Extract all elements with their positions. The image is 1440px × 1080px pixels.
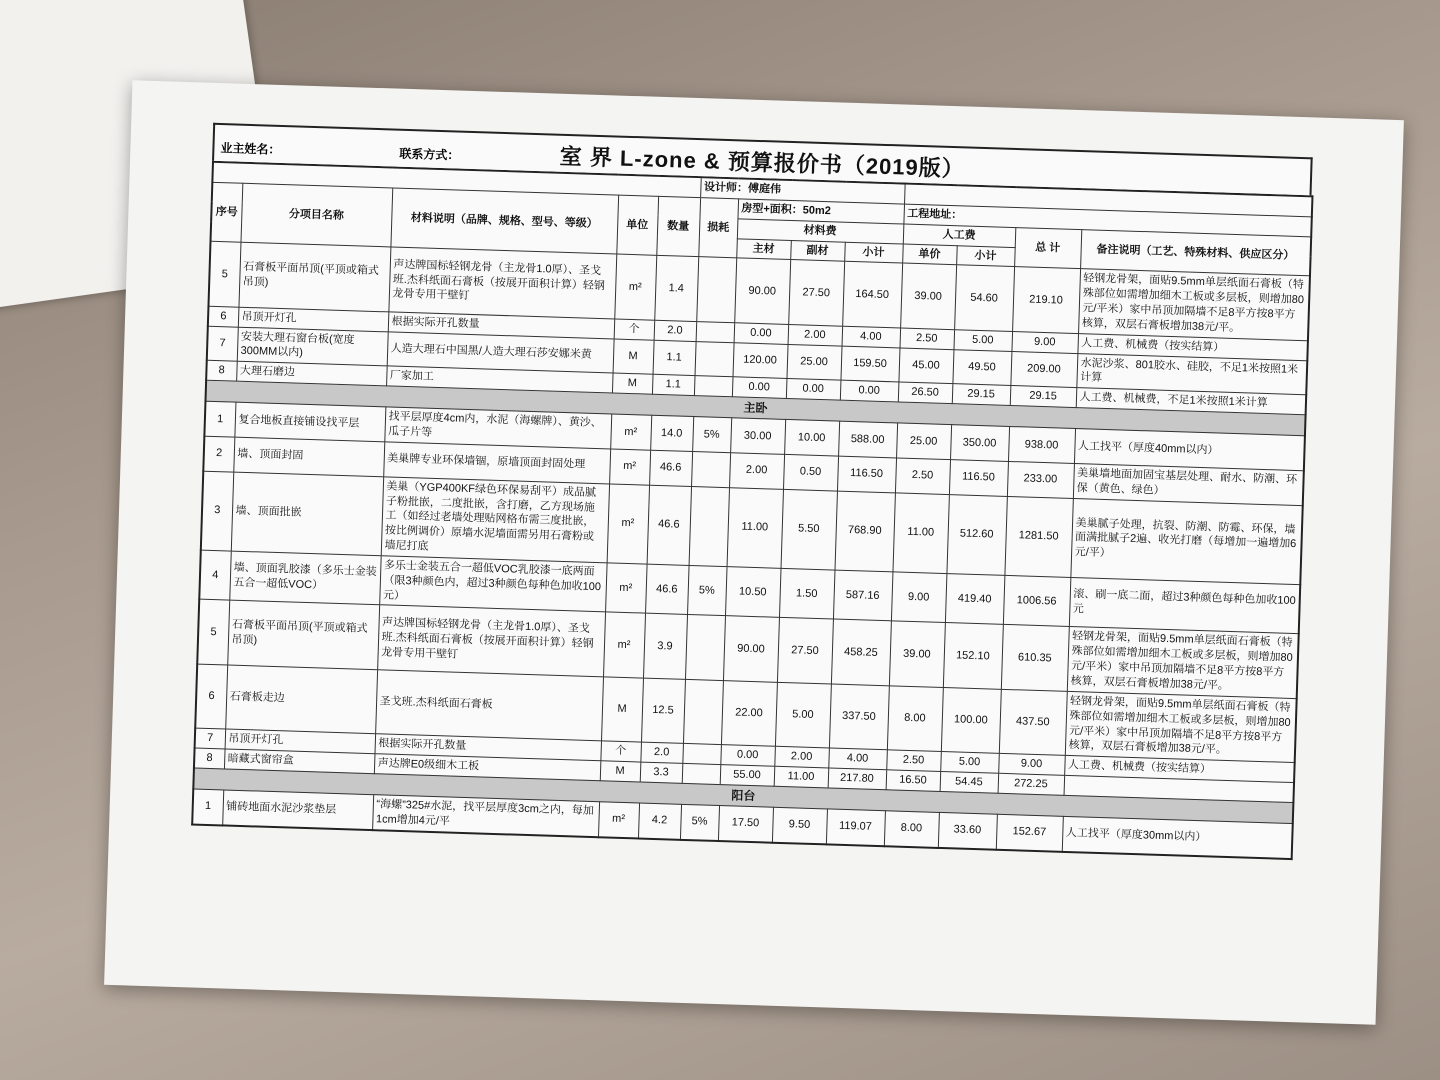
total-cell: 233.00	[1007, 461, 1074, 498]
item-name-cell: 石膏板平面吊顶(平顶或箱式吊顶)	[238, 243, 390, 312]
aux-material-cell: 27.50	[777, 618, 833, 684]
aux-material-cell: 0.00	[786, 379, 841, 401]
unit-cell: M	[601, 677, 643, 743]
material-desc-cell: 厂家加工	[386, 366, 613, 393]
labor-subtotal-cell: 54.60	[954, 265, 1014, 331]
aux-material-cell: 25.00	[786, 344, 841, 380]
quantity-cell: 14.0	[650, 416, 693, 452]
material-subtotal-cell: 588.00	[838, 421, 897, 457]
total-cell: 1006.56	[1003, 575, 1071, 627]
remark-cell: 人工费、机械费（按实结算）	[1077, 333, 1308, 360]
aux-material-cell: 10.00	[784, 420, 839, 456]
unit-cell: m²	[605, 563, 647, 614]
col-loss: 损耗	[698, 197, 738, 258]
remark-cell: 水泥沙浆、801胶水、硅胶，不足1米按照1米计算	[1076, 353, 1307, 395]
total-cell: 9.00	[998, 753, 1065, 775]
remark-cell: 美巢腻子处理，抗裂、防潮、防霉、环保，墙面满批腻子2遍、收光打磨（每增加一遍增加6元/平）	[1070, 498, 1302, 584]
labor-subtotal-cell: 33.60	[938, 812, 997, 849]
material-subtotal-cell: 0.00	[840, 380, 899, 402]
col-main: 主材	[736, 238, 791, 260]
col-labor-sub: 小计	[956, 245, 1015, 267]
loss-cell	[696, 321, 735, 342]
quantity-cell: 46.6	[645, 564, 689, 615]
total-cell: 29.15	[1010, 386, 1077, 408]
loss-cell	[689, 486, 729, 566]
col-labor-fee: 人工费	[903, 224, 1016, 247]
loss-cell	[683, 679, 723, 745]
total-cell: 9.00	[1011, 331, 1078, 353]
labor-price-cell: 16.50	[886, 770, 941, 792]
row-no-cell: 5	[197, 600, 229, 665]
aux-material-cell: 5.00	[775, 682, 831, 748]
material-subtotal-cell: 458.25	[831, 619, 891, 685]
unit-cell: m²	[598, 802, 639, 838]
item-name-cell: 吊顶开灯孔	[225, 729, 376, 754]
labor-price-cell: 8.00	[884, 811, 939, 848]
main-material-cell: 90.00	[734, 258, 790, 324]
material-desc-cell: 根据实际开孔数量	[388, 312, 615, 339]
remark-cell: 人工找平（厚度40mm以内）	[1074, 429, 1305, 471]
loss-cell	[695, 341, 734, 377]
row-no-cell: 5	[208, 242, 240, 307]
remark-cell: 美巢墙地面加固宝基层处理、耐水、防潮、环保（黄色、绿色）	[1073, 464, 1304, 506]
row-no-cell: 6	[195, 664, 227, 729]
material-desc-cell: 多乐士金装五合一超低VOC乳胶漆一底两面（限3种颜色内，超过3种颜色每种色加收100元）	[379, 556, 606, 613]
quantity-cell: 12.5	[641, 678, 685, 744]
aux-material-cell: 0.50	[783, 454, 838, 490]
aux-material-cell: 27.50	[788, 260, 844, 326]
col-aux: 副材	[790, 240, 845, 262]
main-material-cell: 55.00	[720, 765, 775, 787]
quantity-cell: 2.0	[640, 742, 683, 763]
col-no: 序号	[210, 182, 242, 242]
item-name-cell: 墙、顶面乳胶漆（多乐士金装五合一超低VOC）	[229, 551, 380, 605]
item-name-cell: 墙、顶面封固	[233, 437, 384, 476]
loss-cell	[691, 452, 730, 488]
item-name-cell: 安装大理石窗台板(宽度300MM以内)	[237, 327, 388, 366]
labor-price-cell: 45.00	[898, 348, 953, 384]
row-no-cell: 2	[203, 436, 234, 472]
labor-subtotal-cell: 152.10	[943, 623, 1003, 689]
aux-material-cell: 2.00	[774, 746, 829, 768]
material-desc-cell: 人造大理石中国黑/人造大理石莎安娜米黄	[387, 331, 614, 373]
col-item: 分项目名称	[240, 183, 392, 247]
row-no-cell: 7	[195, 728, 226, 749]
labor-price-cell: 39.00	[889, 621, 945, 687]
unit-cell: 个	[600, 741, 641, 762]
total-cell: 209.00	[1010, 351, 1077, 388]
loss-cell: 5%	[687, 565, 727, 616]
total-cell: 1281.50	[1004, 496, 1072, 577]
row-no-cell: 4	[199, 550, 231, 600]
labor-price-cell: 26.50	[898, 382, 953, 404]
main-material-cell: 17.50	[718, 806, 773, 843]
labor-price-cell: 11.00	[892, 493, 948, 574]
main-material-cell: 30.00	[730, 418, 785, 454]
remark-cell: 轻钢龙骨架，面贴9.5mm单层纸面石膏板（特殊部位如需增加细木工板或多层板，则增加80元/平米）家中吊顶加隔墙不足8平方按8平方核算，双层石膏板增加38元/平。	[1078, 269, 1310, 341]
quantity-cell: 1.1	[652, 375, 695, 396]
row-no-cell: 1	[192, 789, 223, 825]
total-cell: 437.50	[999, 689, 1067, 755]
quantity-cell: 2.0	[654, 320, 697, 341]
remark-cell: 轻钢龙骨架，面贴9.5mm单层纸面石膏板（特殊部位如需增加细木工板或多层板，则增加80元/平米）家中吊顶加隔墙不足8平方按8平方核算，双层石膏板增加38元/平。	[1067, 627, 1299, 699]
material-desc-cell: 声达牌国标轻钢龙骨（主龙骨1.0厚）、圣戈班.杰科纸面石膏板（按展开面积计算）轻钢龙骨专用干壁钉	[377, 605, 605, 676]
row-no-cell: 6	[208, 306, 239, 327]
total-cell: 272.25	[998, 773, 1065, 795]
material-desc-cell: 声达牌E0级细木工板	[374, 754, 601, 781]
unit-cell: m²	[603, 612, 645, 678]
unit-cell: M	[600, 761, 641, 782]
col-qty: 数量	[656, 196, 700, 257]
main-material-cell: 0.00	[734, 323, 789, 345]
quantity-cell: 4.2	[638, 803, 681, 839]
col-remarks: 备注说明（工艺、特殊材料、供应区分）	[1080, 229, 1311, 276]
quotation-table	[191, 161, 1313, 860]
unit-cell: m²	[607, 484, 649, 564]
labor-subtotal-cell: 350.00	[950, 425, 1009, 461]
aux-material-cell: 5.50	[781, 489, 837, 570]
labor-subtotal-cell: 5.00	[953, 329, 1012, 351]
material-subtotal-cell: 4.00	[842, 326, 901, 348]
loss-cell	[696, 257, 736, 323]
labor-subtotal-cell: 5.00	[940, 752, 999, 774]
labor-subtotal-cell: 49.50	[952, 349, 1011, 385]
labor-price-cell: 25.00	[896, 423, 951, 459]
quantity-cell: 46.6	[647, 485, 691, 565]
remark-cell: 轻钢龙骨架，面贴9.5mm单层纸面石膏板（特殊部位如需增加细木工板或多层板，则增加80元/平米）家中吊顶加隔墙不足8平方按8平方核算，双层石膏板增加38元/平。	[1065, 691, 1297, 763]
quantity-cell: 3.3	[640, 762, 683, 783]
unit-cell: M	[613, 339, 654, 375]
table-body-master-bedroom	[194, 402, 1305, 803]
designer-cell: 设计师：傅庭伟	[700, 177, 905, 204]
item-name-cell: 石膏板平面吊顶(平顶或箱式吊顶)	[227, 600, 379, 669]
item-name-cell: 大理石磨边	[236, 361, 387, 386]
main-material-cell: 2.00	[729, 453, 784, 489]
col-unit: 单位	[616, 195, 658, 256]
house-area-cell: 房型+面积：50m2	[737, 199, 904, 224]
row-no-cell: 3	[201, 471, 233, 551]
labor-price-cell: 2.50	[895, 458, 950, 494]
material-desc-cell: 根据实际开孔数量	[374, 734, 601, 761]
aux-material-cell: 1.50	[779, 568, 835, 619]
section-title: 主卧	[205, 380, 1305, 436]
quotation-paper	[104, 80, 1404, 1025]
material-subtotal-cell: 116.50	[837, 456, 896, 492]
labor-price-cell: 8.00	[887, 686, 943, 752]
labor-price-cell: 2.50	[886, 750, 941, 772]
quantity-cell: 1.1	[653, 340, 696, 376]
loss-cell	[682, 763, 721, 784]
quantity-cell: 3.9	[643, 614, 687, 680]
total-cell: 938.00	[1008, 427, 1075, 464]
material-subtotal-cell: 4.00	[828, 748, 887, 770]
material-desc-cell: 声达牌国标轻钢龙骨（主龙骨1.0厚）、圣戈班.杰科纸面石膏板（按展开面积计算）轻钢龙骨专用干壁钉	[388, 247, 616, 318]
material-desc-cell: 圣戈班.杰科纸面石膏板	[375, 670, 603, 741]
labor-price-cell: 39.00	[900, 263, 956, 329]
labor-subtotal-cell: 54.45	[940, 771, 999, 793]
item-name-cell: 铺砖地面水泥沙浆垫层	[222, 790, 373, 830]
loss-cell: 5%	[680, 804, 719, 840]
unit-cell: m²	[609, 449, 650, 485]
document-title: 室 界 L-zone & 预算报价书（2019版）	[559, 143, 966, 182]
remark-cell: 人工费、机械费（按实结算）	[1064, 756, 1295, 783]
contact-label: 联系方式：	[399, 146, 460, 163]
aux-material-cell: 2.00	[788, 324, 843, 346]
main-material-cell: 120.00	[733, 342, 788, 378]
unit-cell: M	[612, 373, 653, 394]
unit-cell: 个	[614, 319, 655, 340]
total-cell: 152.67	[996, 814, 1063, 851]
unit-cell: m²	[610, 414, 651, 450]
loss-cell	[682, 744, 721, 765]
material-subtotal-cell: 164.50	[842, 262, 902, 328]
material-desc-cell: 找平层厚度4cm内，水泥（海螺牌）、黄沙、瓜子片等	[384, 407, 611, 449]
material-subtotal-cell: 217.80	[828, 768, 887, 790]
unit-cell: m²	[614, 254, 656, 320]
col-price: 单价	[902, 244, 957, 266]
main-material-cell: 0.00	[732, 377, 787, 399]
owner-name-label: 业主姓名：	[220, 141, 281, 157]
loss-cell	[694, 376, 733, 397]
labor-subtotal-cell: 419.40	[945, 573, 1005, 624]
labor-price-cell: 2.50	[900, 328, 955, 350]
labor-subtotal-cell: 29.15	[952, 384, 1011, 406]
labor-price-cell: 9.00	[891, 572, 947, 623]
row-no-cell: 8	[206, 360, 237, 381]
material-desc-cell: 美巢（YGP400KF绿色环保易刮平）成品腻子粉批嵌，二度批嵌，含打磨，乙方现场施工（如经过老墙处理贴网格布需三度批嵌，按比例调价）原墙水泥墙面需另用石膏粉或墙尼打底	[381, 477, 609, 563]
item-name-cell: 石膏板走边	[225, 665, 377, 734]
material-desc-cell: “海螺”325#水泥，找平层厚度3cm之内，每加1cm增加4元/平	[372, 795, 599, 837]
total-cell: 610.35	[1001, 625, 1069, 691]
main-material-cell: 10.50	[725, 567, 781, 618]
site-address-cell: 工程地址：	[903, 204, 1311, 237]
section-title: 阳台	[193, 768, 1293, 824]
aux-material-cell: 11.00	[774, 766, 829, 788]
labor-subtotal-cell: 512.60	[946, 494, 1006, 575]
labor-subtotal-cell: 100.00	[941, 687, 1001, 753]
material-subtotal-cell: 337.50	[829, 684, 889, 750]
quantity-cell: 1.4	[654, 256, 698, 322]
col-material: 材料说明（品牌、规格、型号、等级）	[390, 188, 618, 255]
item-name-cell: 墙、顶面批嵌	[231, 472, 383, 556]
material-subtotal-cell: 159.50	[840, 346, 899, 382]
labor-subtotal-cell: 116.50	[949, 460, 1008, 496]
quotation-sheet	[191, 123, 1313, 860]
col-total: 总 计	[1014, 227, 1081, 269]
main-material-cell: 0.00	[720, 745, 775, 767]
remark-cell: 人工找平（厚度30mm以内）	[1062, 816, 1293, 858]
loss-cell: 5%	[692, 417, 731, 453]
material-subtotal-cell: 119.07	[826, 809, 885, 846]
col-subtotal: 小计	[844, 242, 903, 264]
remark-cell: 人工费、机械费，不足1米按照1米计算	[1076, 388, 1307, 415]
item-name-cell: 吊顶开灯孔	[238, 307, 389, 332]
loss-cell	[685, 615, 725, 681]
material-desc-cell: 美巢牌专业环保墙锢，原墙顶面封固处理	[383, 442, 610, 484]
quantity-cell: 46.6	[649, 450, 692, 486]
item-name-cell: 暗藏式窗帘盒	[224, 749, 375, 774]
total-cell: 219.10	[1012, 267, 1080, 333]
item-name-cell: 复合地板直接铺设找平层	[234, 402, 385, 441]
row-no-cell: 8	[194, 748, 225, 769]
material-subtotal-cell: 587.16	[833, 570, 893, 621]
aux-material-cell: 9.50	[772, 807, 827, 844]
main-material-cell: 22.00	[721, 680, 777, 746]
remark-cell: 滚、刷一底二面，超过3种颜色每种色加收100元	[1069, 577, 1300, 634]
main-material-cell: 11.00	[727, 487, 783, 568]
row-no-cell: 1	[204, 402, 235, 438]
main-material-cell: 90.00	[723, 616, 779, 682]
material-subtotal-cell: 768.90	[834, 491, 894, 572]
row-no-cell: 7	[207, 326, 238, 362]
col-material-fee: 材料费	[737, 219, 904, 244]
